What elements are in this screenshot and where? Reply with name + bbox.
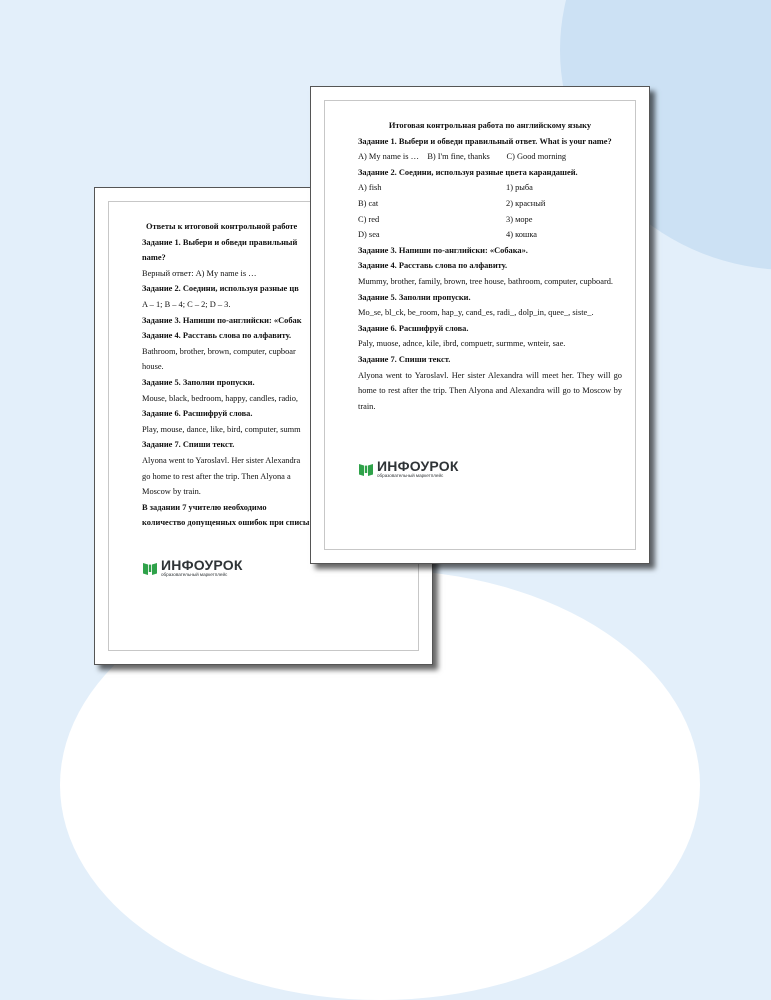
task-3-heading: Задание 3. Напиши по-английски: «Собака».: [358, 245, 528, 255]
match-row: [358, 180, 622, 196]
logo-tagline: образовательный маркетплейс: [161, 572, 228, 577]
task-7-text-line-1: Alyona went to Yaroslavl. Her sister Alexandra: [142, 455, 301, 465]
task-1-option-a: A) My name is …: [358, 152, 419, 162]
match-left: C) red: [358, 214, 380, 224]
task-7-heading: Задание 7. Спиши текст.: [142, 440, 235, 450]
task-5-words: Mo_se, bl_ck, be_room, hap_y, cand_es, radi_, dolp_in, quee_, siste_.: [358, 308, 594, 318]
page-title: Ответы к итоговой контрольной работе: [146, 222, 298, 231]
match-row: [358, 212, 622, 228]
match-left: D) sea: [358, 230, 380, 240]
logo-name: ИНФОУРОК: [377, 458, 459, 474]
match-right: 1) рыба: [506, 183, 533, 193]
task-7-text-line-3: Moscow by train.: [142, 487, 201, 497]
test-content: [358, 118, 622, 414]
task-7-text-line-2: go home to rest after the trip. Then Alyona a: [142, 471, 291, 481]
match-row: [358, 196, 622, 212]
task-4-heading: Задание 4. Расставь слова по алфавиту.: [358, 261, 508, 271]
match-row: [358, 227, 622, 243]
task-1-answer: Верный ответ: А) My name is …: [142, 268, 257, 278]
task-1-heading: Задание 1. Выбери и обведи правильный: [142, 237, 298, 247]
task-5-heading: Задание 5. Заполни пропуски.: [142, 377, 255, 387]
task-3-heading: Задание 3. Напиши по-английски: «Собак: [142, 315, 302, 325]
task-5-heading: Задание 5. Заполни пропуски.: [358, 292, 471, 302]
task-4-words: Mummy, brother, family, brown, tree house, bathroom, computer, cupboard.: [358, 276, 614, 286]
task-1-heading: Задание 1. Выбери и обведи правильный ответ. What is your name?: [358, 136, 612, 146]
task-7-text: Alyona went to Yaroslavl. Her sister Alexandra will meet her. They will go home to rest after the trip. Then Alyona and Alexandra will go to Moscow by train.: [358, 370, 622, 411]
match-right: 2) красный: [506, 198, 546, 208]
task-4-heading: Задание 4. Расставь слова по алфавиту.: [142, 331, 292, 341]
task-6-answer: Play, mouse, dance, like, bird, computer, summ: [142, 424, 301, 434]
task-6-heading: Задание 6. Расшифруй слова.: [142, 409, 253, 419]
match-left: B) cat: [358, 198, 379, 208]
task-5-answer: Mouse, black, bedroom, happy, candles, radio,: [142, 393, 298, 403]
teacher-note-line-2: количество допущенных ошибок при списы: [142, 518, 310, 528]
task-6-heading: Задание 6. Расшифруй слова.: [358, 323, 469, 333]
task-4-answer-line-1: Bathroom, brother, brown, computer, cupboar: [142, 346, 296, 356]
task-2-answer: A – 1; B – 4; C – 2; D – 3.: [142, 299, 231, 309]
infourok-logo: [358, 459, 459, 479]
infourok-logo: [142, 558, 243, 578]
infourok-logo-icon: [142, 560, 158, 576]
task-1-option-c: C) Good morning: [506, 152, 567, 162]
logo-tagline: образовательный маркетплейс: [377, 473, 444, 478]
logo-name: ИНФОУРОК: [161, 557, 243, 573]
page-title: Итоговая контрольная работа по английскому языку: [388, 121, 592, 130]
task-1-heading-cont: name?: [142, 253, 166, 263]
task-2-heading: Задание 2. Соедини, используя разные цв: [142, 284, 299, 294]
match-left: A) fish: [358, 183, 382, 193]
task-6-words: Paly, muose, adnce, kile, ibrd, compuetr, surmme, wnteir, sae.: [358, 339, 566, 349]
task-1-options: [358, 149, 622, 165]
teacher-note-line-1: В задании 7 учителю необходимо: [142, 502, 267, 512]
infourok-logo-icon: [358, 461, 374, 477]
test-sheet: [310, 86, 650, 564]
task-1-option-b: B) I'm fine, thanks: [427, 152, 490, 162]
task-4-answer-line-2: house.: [142, 362, 164, 372]
task-2-heading: Задание 2. Соедини, используя разные цвета карандашей.: [358, 167, 578, 177]
task-7-heading: Задание 7. Спиши текст.: [358, 354, 451, 364]
match-right: 4) кошка: [506, 230, 538, 240]
match-right: 3) море: [506, 214, 533, 224]
